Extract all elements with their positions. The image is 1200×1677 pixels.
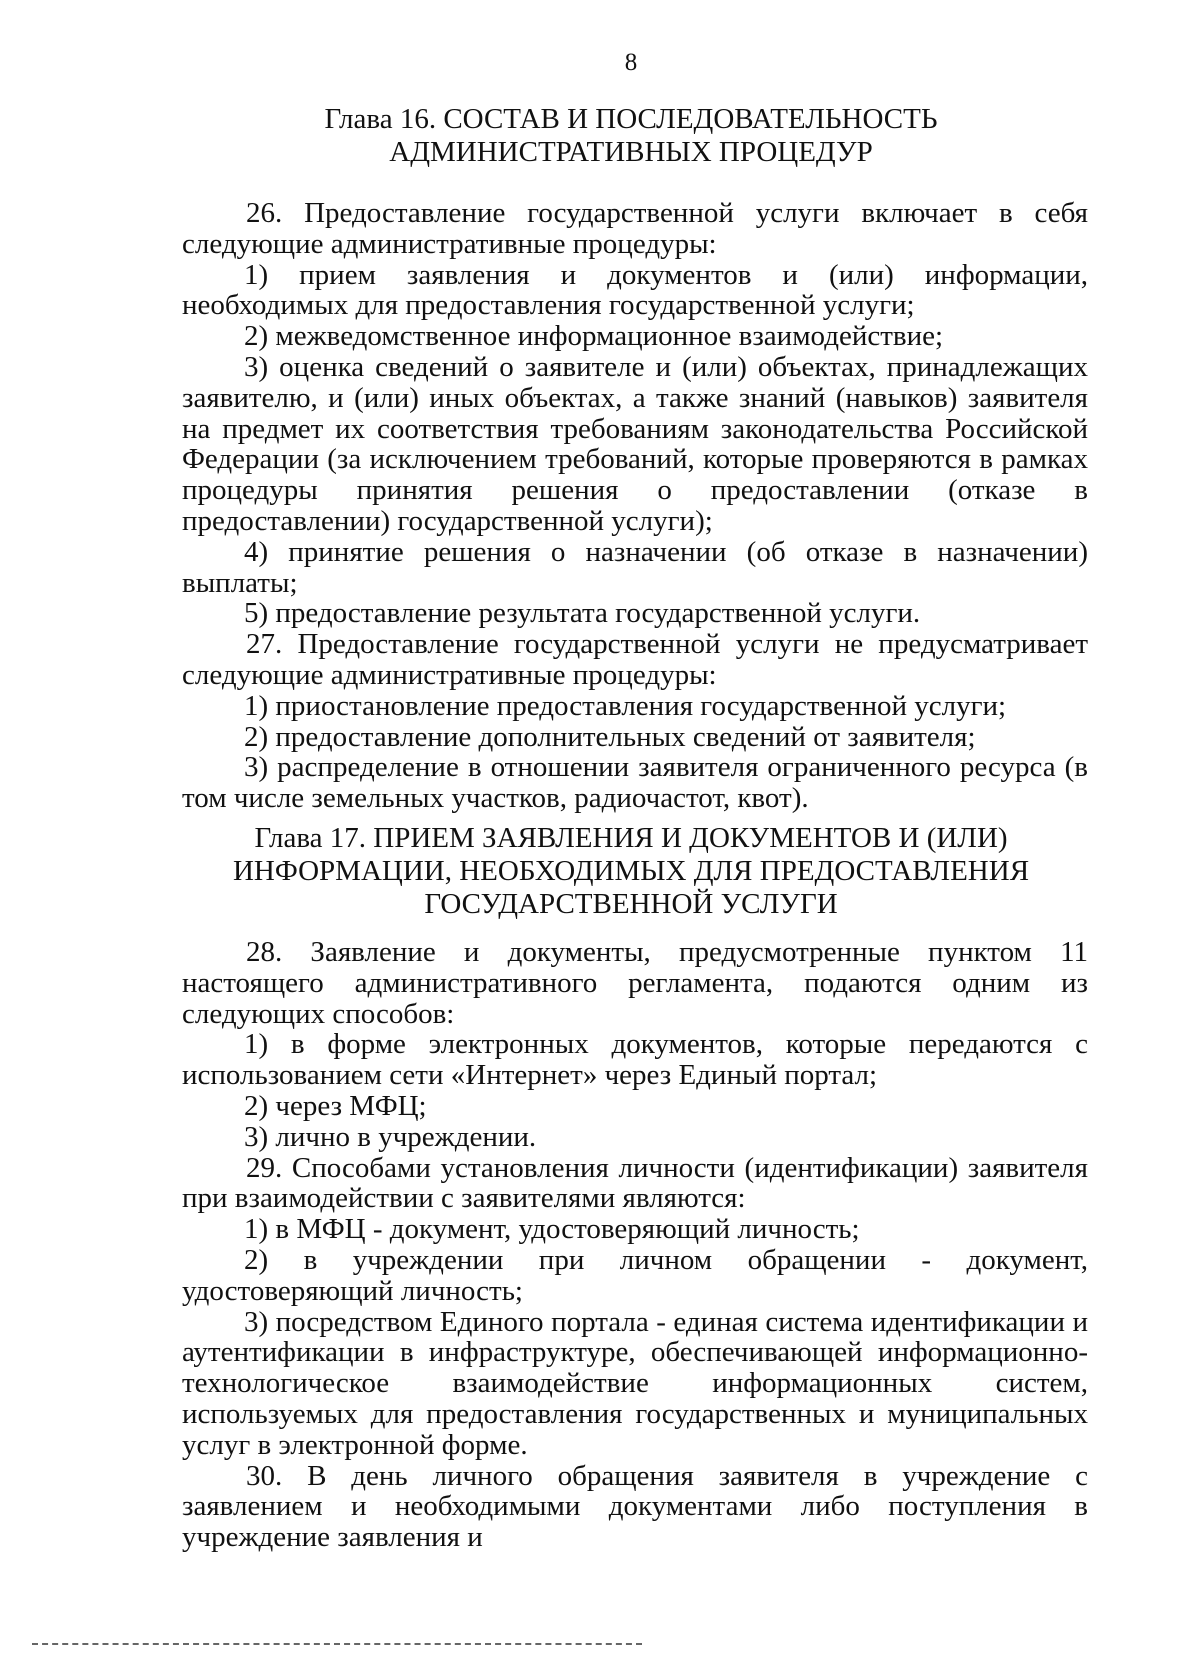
chapter-16-title-line-2: АДМИНИСТРАТИВНЫХ ПРОЦЕДУР [389, 136, 873, 168]
paragraph-27: 27. Предоставление государственной услуги не предусматривает следующие административные процедуры: [182, 628, 1088, 691]
chapter-16-heading [0, 103, 1200, 169]
paragraph-28: 28. Заявление и документы, предусмотренные пунктом 11 настоящего административного регламента, подаются одним из следующих способов: [182, 936, 1088, 1030]
paragraph-29-item-2: 2) в учреждении при личном обращении - документ, удостоверяющий личность; [182, 1243, 1088, 1307]
paragraph-26-item-3: 3) оценка сведений о заявителе и (или) объектах, принадлежащих заявителю, и (или) иных объектах, а также знаний (навыков) заявителя на предмет их соответствия требованиям законодательства Российской Федерации (за исключением требований, которые проверяются в рамках процедуры принятия решения о предоставлении (отказе в предоставлении) государственной услуги); [182, 350, 1088, 537]
chapter-17-heading [0, 822, 1200, 921]
paragraph-26-item-4: 4) принятие решения о назначении (об отказе в назначении) выплаты; [182, 535, 1088, 599]
paragraph-27-item-2: 2) предоставление дополнительных сведений от заявителя; [244, 720, 976, 753]
paragraph-29-item-3: 3) посредством Единого портала - единая система идентификации и аутентификации в инфраструктуре, обеспечивающей информационно-технологическое взаимодействие информационных систем, используемых для предоставления государственных и муниципальных услуг в электронной форме. [182, 1305, 1088, 1461]
chapter-17-title-line-3: ГОСУДАРСТВЕННОЙ УСЛУГИ [424, 888, 838, 920]
chapter-16-body [182, 198, 1088, 814]
paragraph-30: 30. В день личного обращения заявителя в учреждение с заявлением и необходимыми документами либо поступления в учреждение заявления и [182, 1459, 1088, 1554]
paragraph-28-item-1: 1) в форме электронных документов, которые передаются с использованием сети «Интернет» через Единый портал; [182, 1028, 1088, 1092]
chapter-17-title-line-1: Глава 17. ПРИЕМ ЗАЯВЛЕНИЯ И ДОКУМЕНТОВ И (ИЛИ) [254, 822, 1008, 854]
scan-artifact-line [32, 1643, 642, 1645]
paragraph-26: 26. Предоставление государственной услуги включает в себя следующие административные процедуры: [182, 197, 1088, 260]
paragraph-26-item-2: 2) межведомственное информационное взаимодействие; [244, 320, 944, 353]
chapter-17-body [182, 937, 1088, 1553]
chapter-16-title-line-1: Глава 16. СОСТАВ И ПОСЛЕДОВАТЕЛЬНОСТЬ [324, 103, 938, 135]
paragraph-28-item-2: 2) через МФЦ; [244, 1089, 427, 1122]
paragraph-26-item-5: 5) предоставление результата государственной услуги. [244, 597, 921, 630]
paragraph-28-item-3: 3) лично в учреждении. [244, 1120, 537, 1153]
paragraph-27-item-1: 1) приостановление предоставления государственной услуги; [244, 689, 1007, 722]
chapter-17-title-line-2: ИНФОРМАЦИИ, НЕОБХОДИМЫХ ДЛЯ ПРЕДОСТАВЛЕНИЯ [232, 855, 1030, 887]
paragraph-29-item-1: 1) в МФЦ - документ, удостоверяющий личность; [244, 1213, 860, 1246]
paragraph-29: 29. Способами установления личности (идентификации) заявителя при взаимодействии с заявителями являются: [182, 1151, 1088, 1215]
paragraph-27-item-3: 3) распределение в отношении заявителя ограниченного ресурса (в том числе земельных участков, радиочастот, квот). [182, 751, 1088, 815]
page-number: 8 [624, 49, 638, 76]
paragraph-26-item-1: 1) прием заявления и документов и (или) информации, необходимых для предоставления государственной услуги; [182, 258, 1088, 322]
